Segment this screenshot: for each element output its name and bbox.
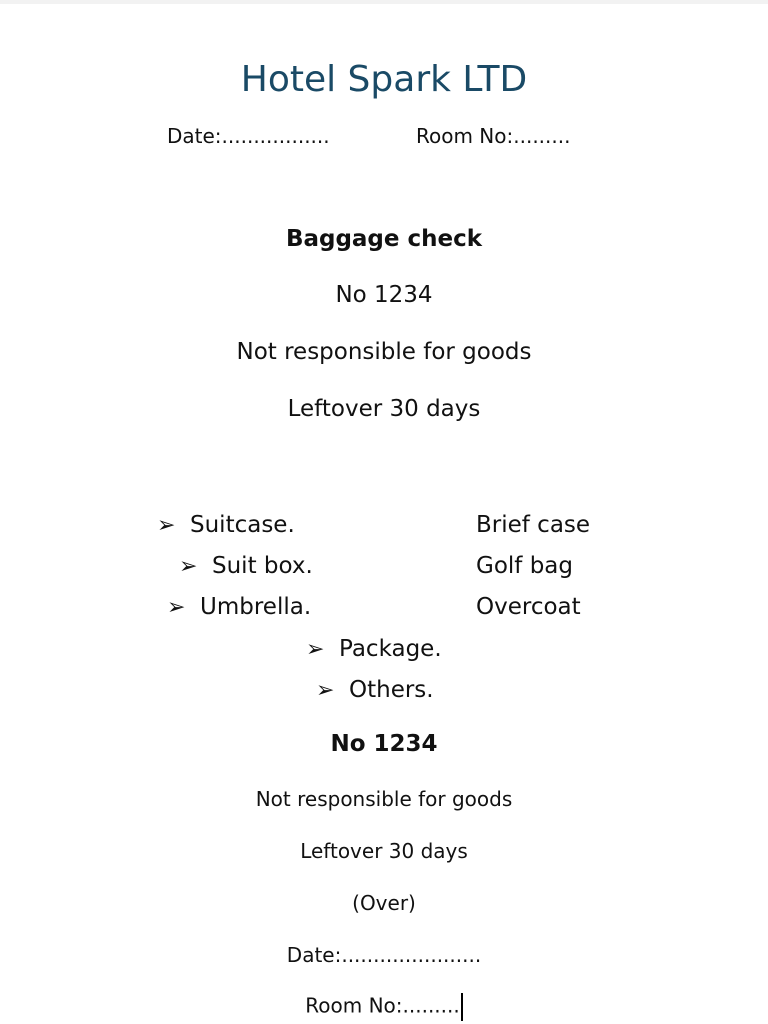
date-field[interactable]: Date:................. xyxy=(167,124,330,148)
stub-leftover-notice: Leftover 30 days xyxy=(300,839,468,863)
baggage-check-heading: Baggage check xyxy=(285,226,483,252)
arrow-bullet-icon: ➢ xyxy=(179,554,198,579)
list-item-golf-bag: Golf bag xyxy=(476,553,573,579)
arrow-bullet-icon: ➢ xyxy=(316,678,335,703)
list-item-others xyxy=(316,675,434,706)
stub-room-label: Room No:......... xyxy=(305,993,460,1018)
text-cursor xyxy=(461,993,463,1021)
leftover-notice: Leftover 30 days xyxy=(287,396,481,422)
ticket-number: No 1234 xyxy=(335,282,433,308)
arrow-bullet-icon: ➢ xyxy=(167,595,186,620)
item-label: Umbrella. xyxy=(200,594,312,620)
stub-room-field[interactable] xyxy=(0,993,768,1021)
list-item-brief-case: Brief case xyxy=(476,512,591,538)
list-item-suit-box xyxy=(179,551,313,582)
item-label: Others. xyxy=(349,677,434,703)
page-top-border xyxy=(0,0,768,4)
stub-ticket-number: No 1234 xyxy=(330,731,438,757)
item-label: Suit box. xyxy=(212,553,313,579)
disclaimer-text: Not responsible for goods xyxy=(236,339,532,365)
hotel-title: Hotel Spark LTD xyxy=(240,59,528,100)
stub-date-field[interactable]: Date:...................... xyxy=(286,943,482,967)
arrow-bullet-icon: ➢ xyxy=(306,637,325,662)
list-item-overcoat: Overcoat xyxy=(476,594,581,620)
list-item-suitcase xyxy=(157,510,295,541)
stub-disclaimer: Not responsible for goods xyxy=(255,787,513,811)
stub-over-label: (Over) xyxy=(352,891,416,915)
list-item-umbrella xyxy=(167,592,311,623)
list-item-package xyxy=(306,634,442,665)
item-label: Package. xyxy=(339,636,442,662)
item-label: Suitcase. xyxy=(190,512,295,538)
arrow-bullet-icon: ➢ xyxy=(157,513,176,538)
room-number-field[interactable]: Room No:......... xyxy=(416,124,571,148)
